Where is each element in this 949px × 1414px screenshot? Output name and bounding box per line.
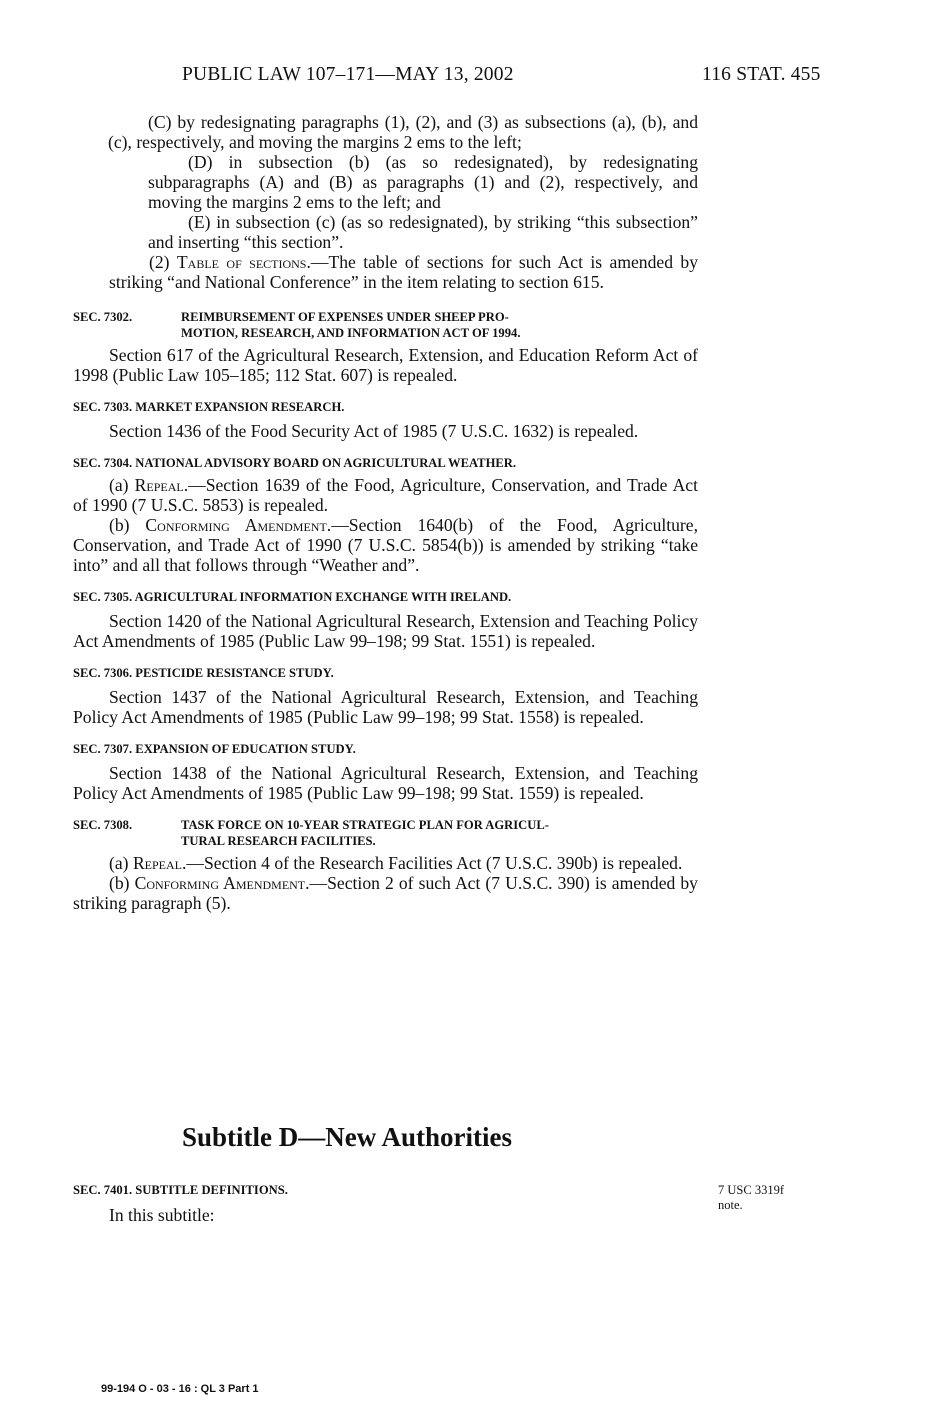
section-7303-text: Section 1436 of the Food Security Act of 1985 (7 U.S.C. 1632) is repealed.	[109, 421, 639, 441]
running-header-title: PUBLIC LAW 107–171—MAY 13, 2002	[182, 64, 514, 85]
paragraph-d: (D) in subsection (b) (as so redesignated), by redesignating subparagraphs (A) and (B) as paragraphs (1) and (2), respectively, and moving the margins 2 ems to the left; and	[148, 152, 698, 212]
main-text-column	[73, 112, 698, 913]
section-7307-heading: SEC. 7307. EXPANSION OF EDUCATION STUDY.	[73, 742, 356, 756]
section-7308-b: (b) Conforming Amendment.—Section 2 of such Act (7 U.S.C. 390) is amended by striking paragraph (5).	[73, 873, 698, 913]
section-7304-heading: SEC. 7304. NATIONAL ADVISORY BOARD ON AGRICULTURAL WEATHER.	[73, 456, 517, 470]
section-7308-a: (a) Repeal.—Section 4 of the Research Facilities Act (7 U.S.C. 390b) is repealed.	[109, 853, 683, 873]
section-7401-heading: SEC. 7401. SUBTITLE DEFINITIONS.	[73, 1183, 288, 1197]
section-7401-block	[73, 1182, 698, 1225]
section-7302-text: Section 617 of the Agricultural Research, Extension, and Education Reform Act of 1998 (Public Law 105–185; 112 Stat. 607) is repealed.	[73, 345, 698, 385]
section-7306-text: Section 1437 of the National Agricultural Research, Extension, and Teaching Policy Act Amendments of 1985 (Public Law 99–198; 99 Stat. 1558) is repealed.	[73, 687, 698, 727]
section-7304-b: (b) Conforming Amendment.—Section 1640(b) of the Food, Agriculture, Conservation, and Trade Act of 1990 (7 U.S.C. 5854(b)) is amended by striking “take into” and all that follows through “Weather and”.	[73, 515, 698, 575]
margin-citation-note: 7 USC 3319f note.	[718, 1183, 784, 1212]
section-7302-heading-cont: MOTION, RESEARCH, AND INFORMATION ACT OF 1994.	[181, 326, 521, 340]
section-7305-heading: SEC. 7305. AGRICULTURAL INFORMATION EXCHANGE WITH IRELAND.	[73, 590, 512, 604]
print-job-footer: 99-194 O - 03 - 16 : QL 3 Part 1	[101, 1383, 259, 1395]
section-7304-a: (a) Repeal.—Section 1639 of the Food, Agriculture, Conservation, and Trade Act of 1990 (7 U.S.C. 5853) is repealed.	[73, 475, 698, 515]
paragraph-e: (E) in subsection (c) (as so redesignated), by striking “this subsection” and inserting “this section”.	[148, 212, 698, 252]
section-7308-heading: SEC. 7308. TASK FORCE ON 10-YEAR STRATEGIC PLAN FOR AGRICUL-	[73, 818, 549, 832]
section-7401-text: In this subtitle:	[109, 1205, 215, 1225]
section-7305-text: Section 1420 of the National Agricultural Research, Extension and Teaching Policy Act Amendments of 1985 (Public Law 99–198; 99 Stat. 1551) is repealed.	[73, 611, 698, 651]
section-7303-heading: SEC. 7303. MARKET EXPANSION RESEARCH.	[73, 400, 345, 414]
paragraph-2-table-of-sections: (2) Table of sections.—The table of sections for such Act is amended by striking “and National Conference” in the item relating to section 615.	[109, 252, 699, 292]
subtitle-heading: Subtitle D—New Authorities	[182, 1122, 512, 1152]
paragraph-c: (C) by redesignating paragraphs (1), (2), and (3) as subsections (a), (b), and (c), respectively, and moving the margins 2 ems to the left;	[108, 112, 698, 152]
section-7306-heading: SEC. 7306. PESTICIDE RESISTANCE STUDY.	[73, 666, 334, 680]
section-7307-text: Section 1438 of the National Agricultural Research, Extension, and Teaching Policy Act Amendments of 1985 (Public Law 99–198; 99 Stat. 1559) is repealed.	[73, 763, 698, 803]
section-7302-heading: SEC. 7302. REIMBURSEMENT OF EXPENSES UNDER SHEEP PRO-	[73, 310, 509, 324]
page-stat-number: 116 STAT. 455	[702, 64, 821, 85]
section-7308-heading-cont: TURAL RESEARCH FACILITIES.	[181, 834, 376, 848]
